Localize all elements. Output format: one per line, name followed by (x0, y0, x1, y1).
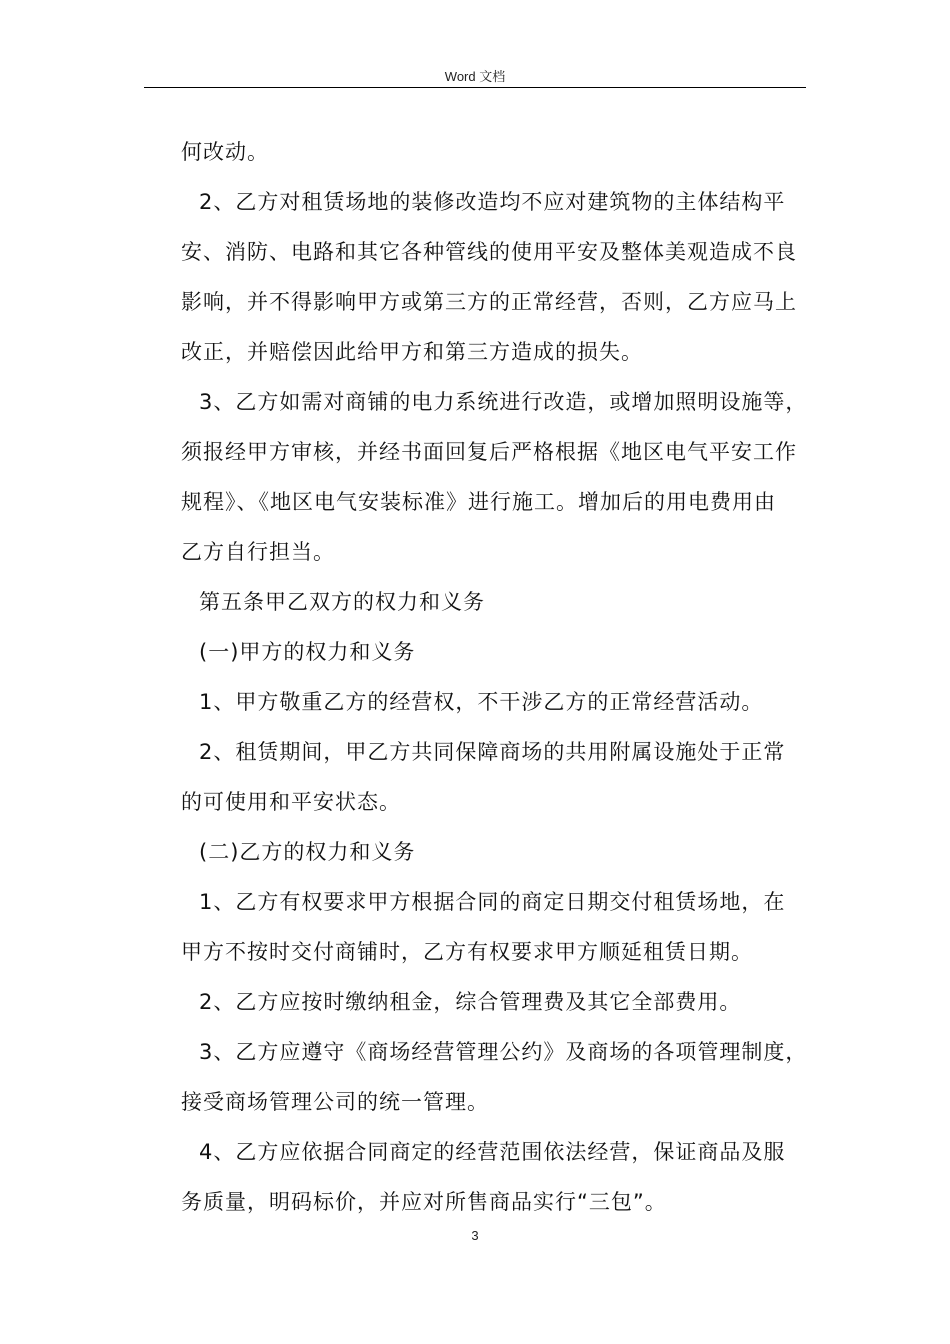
document-body (181, 132, 808, 1232)
subsection-heading: (一)甲方的权力和义务 (199, 640, 416, 664)
text-line: 3、乙方应遵守《商场经营管理公约》及商场的各项管理制度， (199, 1040, 808, 1064)
text-line: 1、乙方有权要求甲方根据合同的商定日期交付租赁场地，在 (199, 890, 786, 914)
text-line: 接受商场管理公司的统一管理。 (181, 1090, 489, 1114)
text-line: 1、甲方敬重乙方的经营权，不干涉乙方的正常经营活动。 (199, 690, 764, 714)
text-line: 改正，并赔偿因此给甲方和第三方造成的损失。 (181, 340, 643, 364)
text-line: 的可使用和平安状态。 (181, 790, 401, 814)
text-line: 3、乙方如需对商铺的电力系统进行改造，或增加照明设施等， (199, 390, 808, 414)
text-line: 务质量，明码标价，并应对所售商品实行“三包”。 (181, 1190, 667, 1214)
page-number: 3 (471, 1228, 479, 1243)
header-divider (144, 87, 806, 88)
subsection-heading: (二)乙方的权力和义务 (199, 840, 416, 864)
page-header: Word 文档 (444, 69, 506, 84)
section-heading: 第五条甲乙双方的权力和义务 (199, 590, 485, 614)
text-line: 影响，并不得影响甲方或第三方的正常经营，否则，乙方应马上 (181, 290, 797, 314)
text-line: 2、乙方对租赁场地的装修改造均不应对建筑物的主体结构平 (199, 190, 786, 214)
text-line: 何改动。 (181, 140, 269, 164)
text-line: 规程》、《地区电气安装标准》进行施工。增加后的用电费用由 (181, 490, 776, 514)
text-line: 2、租赁期间，甲乙方共同保障商场的共用附属设施处于正常 (199, 740, 786, 764)
text-line: 甲方不按时交付商铺时，乙方有权要求甲方顺延租赁日期。 (181, 940, 753, 964)
text-line: 乙方自行担当。 (181, 540, 335, 564)
text-line: 2、乙方应按时缴纳租金，综合管理费及其它全部费用。 (199, 990, 742, 1014)
text-line: 4、乙方应依据合同商定的经营范围依法经营，保证商品及服 (199, 1140, 786, 1164)
text-line: 须报经甲方审核，并经书面回复后严格根据《地区电气平安工作 (181, 440, 797, 464)
text-line: 安、消防、电路和其它各种管线的使用平安及整体美观造成不良 (181, 240, 797, 264)
